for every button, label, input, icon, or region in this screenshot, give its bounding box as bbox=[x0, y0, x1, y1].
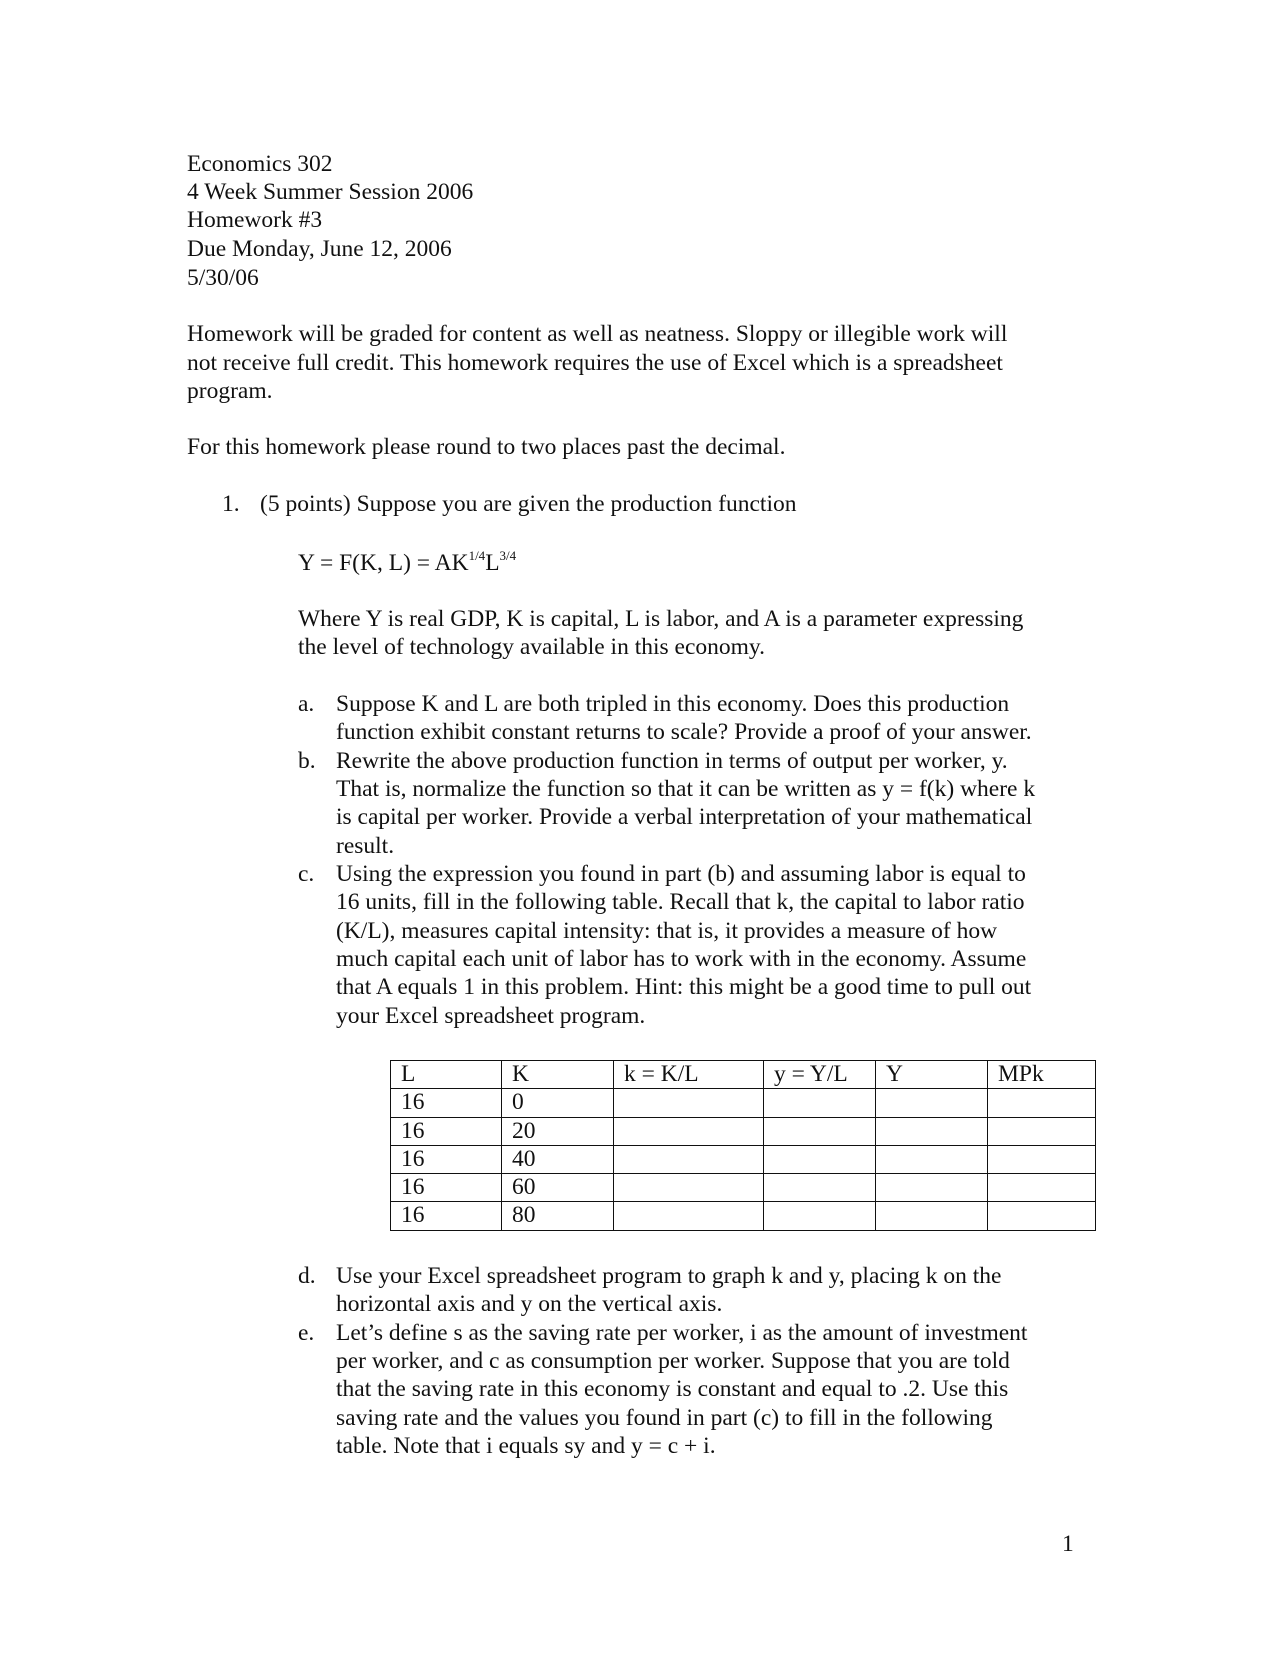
header-cell: k = K/L bbox=[614, 1061, 764, 1089]
header-cell: y = Y/L bbox=[764, 1061, 876, 1089]
header-cell: Y bbox=[876, 1061, 988, 1089]
table-cell bbox=[876, 1117, 988, 1145]
part-c-line: Using the expression you found in part (b) and assuming labor is equal to bbox=[336, 861, 1026, 887]
table-cell: 16 bbox=[391, 1202, 502, 1230]
part-marker: e. bbox=[298, 1320, 315, 1346]
table-row bbox=[391, 1089, 1096, 1117]
table-cell bbox=[988, 1117, 1096, 1145]
table-header-row bbox=[391, 1061, 1096, 1089]
assignment-title: Homework #3 bbox=[187, 207, 323, 233]
part-b-line: That is, normalize the function so that it can be written as y = f(k) where k bbox=[336, 776, 1036, 802]
part-c-line: (K/L), measures capital intensity: that is, it provides a measure of how bbox=[336, 918, 998, 944]
header-cell: L bbox=[391, 1061, 502, 1089]
course-title: Economics 302 bbox=[187, 151, 333, 177]
page-number: 1 bbox=[1062, 1531, 1074, 1557]
table-cell: 16 bbox=[391, 1174, 502, 1202]
table-cell bbox=[764, 1174, 876, 1202]
part-e-line: saving rate and the values you found in part (c) to fill in the following bbox=[336, 1405, 993, 1431]
table-cell: 80 bbox=[502, 1202, 614, 1230]
table-cell: 16 bbox=[391, 1145, 502, 1173]
header-cell: MPk bbox=[988, 1061, 1096, 1089]
rounding-instruction: For this homework please round to two places past the decimal. bbox=[187, 434, 786, 460]
header-cell: K bbox=[502, 1061, 614, 1089]
table-cell bbox=[764, 1145, 876, 1173]
equation-l-base: L bbox=[485, 550, 500, 576]
table-cell bbox=[876, 1202, 988, 1230]
table-cell bbox=[988, 1145, 1096, 1173]
table-cell bbox=[614, 1089, 764, 1117]
due-date: Due Monday, June 12, 2006 bbox=[187, 236, 452, 262]
issue-date: 5/30/06 bbox=[187, 265, 259, 291]
table-cell: 20 bbox=[502, 1117, 614, 1145]
table-row bbox=[391, 1202, 1096, 1230]
intro-line: Homework will be graded for content as well as neatness. Sloppy or illegible work will bbox=[187, 321, 1008, 347]
question-text: (5 points) Suppose you are given the production function bbox=[260, 491, 797, 517]
explanation-line: the level of technology available in this economy. bbox=[298, 634, 766, 660]
table-cell bbox=[614, 1145, 764, 1173]
table-cell bbox=[614, 1174, 764, 1202]
table-cell bbox=[614, 1117, 764, 1145]
l-exponent: 3/4 bbox=[499, 548, 517, 563]
table-cell: 0 bbox=[502, 1089, 614, 1117]
equation-main: Y = F(K, L) = AK bbox=[298, 550, 469, 576]
production-function-equation bbox=[298, 549, 516, 581]
table-cell bbox=[764, 1117, 876, 1145]
table-cell bbox=[764, 1202, 876, 1230]
table-cell bbox=[876, 1145, 988, 1173]
table-row bbox=[391, 1174, 1096, 1202]
table-cell bbox=[876, 1174, 988, 1202]
table-cell: 16 bbox=[391, 1089, 502, 1117]
part-c-line: much capital each unit of labor has to work with in the economy. Assume bbox=[336, 946, 1027, 972]
explanation-line: Where Y is real GDP, K is capital, L is labor, and A is a parameter expressing bbox=[298, 606, 1024, 632]
part-marker: c. bbox=[298, 861, 315, 887]
table-cell bbox=[614, 1202, 764, 1230]
table-cell bbox=[988, 1089, 1096, 1117]
part-marker: a. bbox=[298, 691, 315, 717]
part-d-line: horizontal axis and y on the vertical axis. bbox=[336, 1291, 723, 1317]
part-c-line: 16 units, fill in the following table. Recall that k, the capital to labor ratio bbox=[336, 889, 1025, 915]
part-c-line: your Excel spreadsheet program. bbox=[336, 1003, 646, 1029]
session-line: 4 Week Summer Session 2006 bbox=[187, 179, 474, 205]
part-b-line: is capital per worker. Provide a verbal interpretation of your mathematical bbox=[336, 804, 1033, 830]
part-e-line: that the saving rate in this economy is constant and equal to .2. Use this bbox=[336, 1376, 1009, 1402]
data-table bbox=[390, 1060, 1096, 1231]
part-e-line: table. Note that i equals sy and y = c + i. bbox=[336, 1433, 716, 1459]
part-marker: d. bbox=[298, 1263, 316, 1289]
table-cell: 40 bbox=[502, 1145, 614, 1173]
intro-line: program. bbox=[187, 378, 273, 404]
part-a-line: Suppose K and L are both tripled in this economy. Does this production bbox=[336, 691, 1010, 717]
table-row bbox=[391, 1117, 1096, 1145]
table-cell: 60 bbox=[502, 1174, 614, 1202]
part-b-line: result. bbox=[336, 833, 395, 859]
k-exponent: 1/4 bbox=[468, 548, 486, 563]
part-marker: b. bbox=[298, 748, 316, 774]
table-cell: 16 bbox=[391, 1117, 502, 1145]
table-row bbox=[391, 1145, 1096, 1173]
table-cell bbox=[876, 1089, 988, 1117]
table-cell bbox=[764, 1089, 876, 1117]
question-number: 1. bbox=[222, 491, 240, 517]
table-cell bbox=[988, 1174, 1096, 1202]
part-e-line: Let’s define s as the saving rate per worker, i as the amount of investment bbox=[336, 1320, 1028, 1346]
part-b-line: Rewrite the above production function in terms of output per worker, y. bbox=[336, 748, 1008, 774]
part-c-line: that A equals 1 in this problem. Hint: this might be a good time to pull out bbox=[336, 974, 1032, 1000]
table-cell bbox=[988, 1202, 1096, 1230]
intro-line: not receive full credit. This homework requires the use of Excel which is a spreadsheet bbox=[187, 350, 1003, 376]
part-d-line: Use your Excel spreadsheet program to graph k and y, placing k on the bbox=[336, 1263, 1002, 1289]
part-e-line: per worker, and c as consumption per worker. Suppose that you are told bbox=[336, 1348, 1010, 1374]
part-a-line: function exhibit constant returns to scale? Provide a proof of your answer. bbox=[336, 719, 1032, 745]
